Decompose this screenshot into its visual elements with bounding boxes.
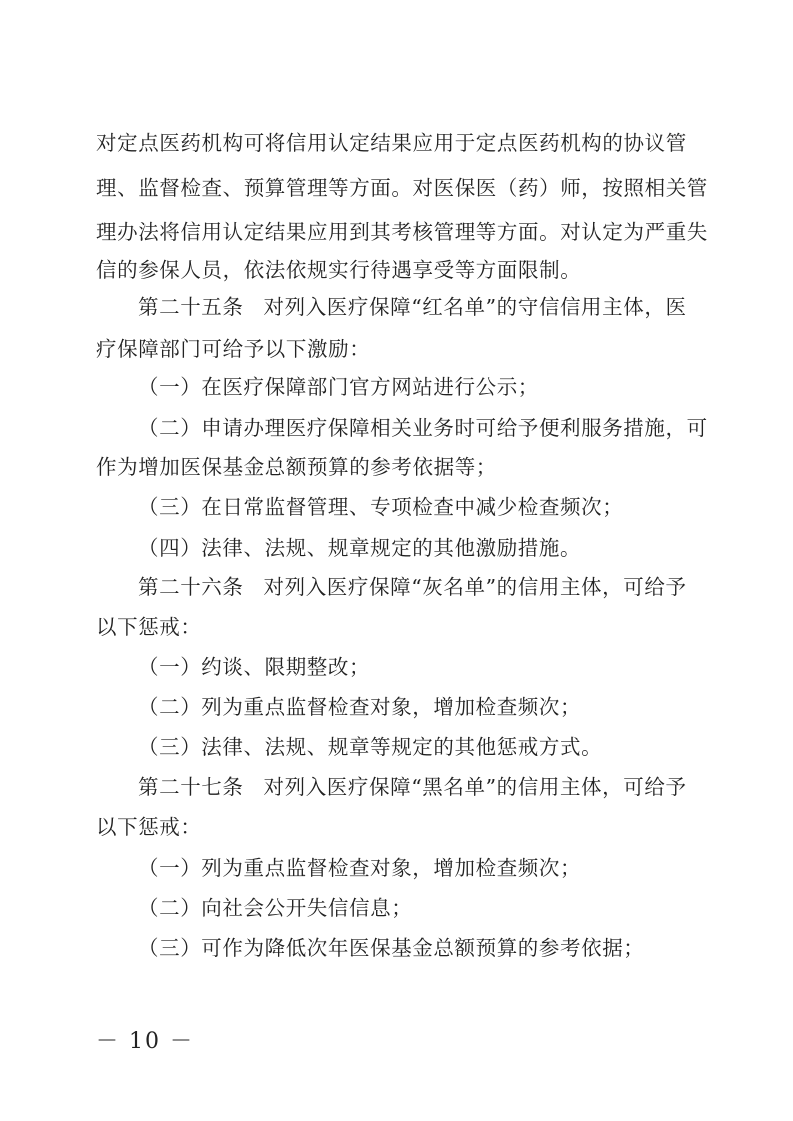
article-26 xyxy=(138,575,687,599)
list-item: （四）法律、法规、规章规定的其他激励措施。 xyxy=(138,536,582,560)
list-item: （三）可作为降低次年医保基金总额预算的参考依据； xyxy=(138,936,645,960)
list-item: （二）申请办理医疗保障相关业务时可给予便利服务措施，可 xyxy=(138,416,708,440)
list-item: （三）法律、法规、规章等规定的其他惩戒方式。 xyxy=(138,735,603,759)
list-item: （一）在医疗保障部门官方网站进行公示； xyxy=(138,375,539,399)
list-item: （二）列为重点监督检查对象，增加检查频次； xyxy=(138,695,582,719)
paragraph-line: 作为增加医保基金总额预算的参考依据等； xyxy=(96,455,497,479)
article-27 xyxy=(138,775,687,799)
article-25-text: 对列入医疗保障“红名单”的守信信用主体，医 xyxy=(263,295,687,319)
paragraph-line: 对定点医药机构可将信用认定结果应用于定点医药机构的协议管 xyxy=(96,131,687,155)
article-27-text: 对列入医疗保障“黑名单”的信用主体，可给予 xyxy=(263,775,687,799)
list-item: （三）在日常监督管理、专项检查中减少检查频次； xyxy=(138,495,624,519)
paragraph-line: 以下惩戒： xyxy=(96,815,202,839)
paragraph-line: 理办法将信用认定结果应用到其考核管理等方面。对认定为严重失 xyxy=(96,220,708,244)
article-27-title: 第二十七条 xyxy=(138,775,244,799)
article-25 xyxy=(138,295,687,319)
article-26-text: 对列入医疗保障“灰名单”的信用主体，可给予 xyxy=(263,575,687,599)
article-25-title: 第二十五条 xyxy=(138,295,244,319)
paragraph-line: 疗保障部门可给予以下激励： xyxy=(96,337,371,361)
paragraph-line: 信的参保人员，依法依规实行待遇享受等方面限制。 xyxy=(96,258,582,282)
list-item: （一）约谈、限期整改； xyxy=(138,655,371,679)
paragraph-line: 理、监督检查、预算管理等方面。对医保医（药）师，按照相关管 xyxy=(96,176,708,200)
list-item: （一）列为重点监督检查对象，增加检查频次； xyxy=(138,856,582,880)
list-item: （二）向社会公开失信信息； xyxy=(138,896,413,920)
paragraph-line: 以下惩戒： xyxy=(96,615,202,639)
article-26-title: 第二十六条 xyxy=(138,575,244,599)
page-number: － 10 － xyxy=(96,1029,194,1054)
